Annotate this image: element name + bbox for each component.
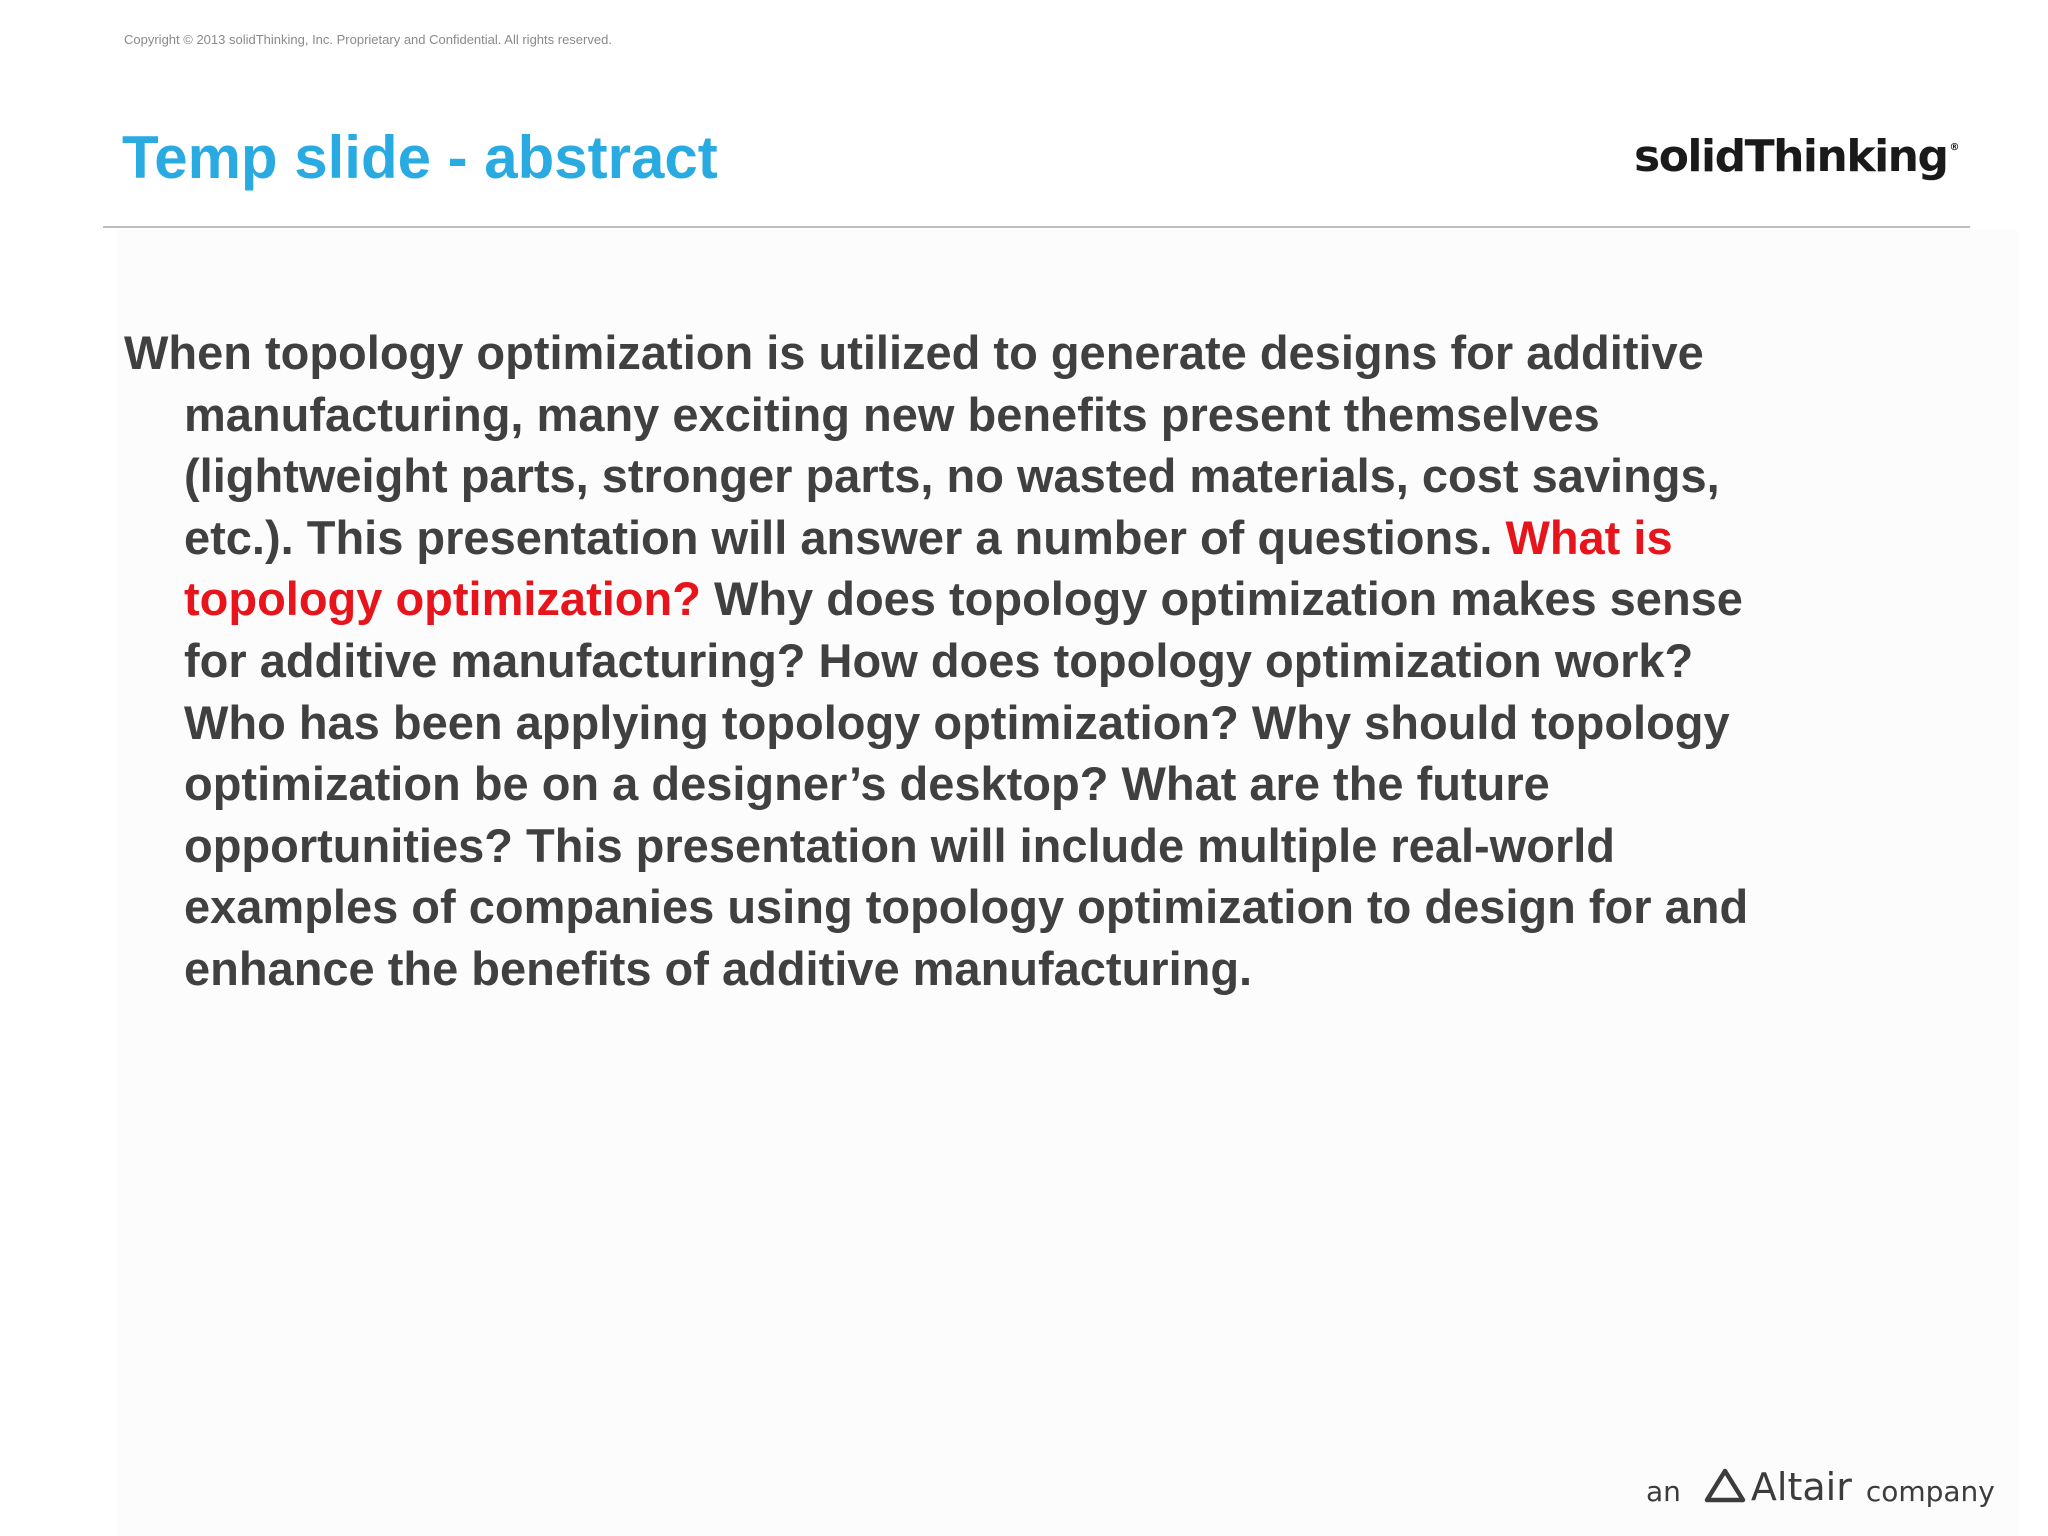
altair-triangle-icon (1703, 1468, 1747, 1504)
altair-footer-logo (1646, 1465, 1995, 1509)
footer-brand: Altair (1750, 1465, 1852, 1509)
footer-prefix: an (1646, 1475, 1681, 1508)
title-divider (103, 226, 1970, 228)
abstract-line: examples of companies using topology optimization to design for and (184, 880, 1749, 934)
abstract-text-segment: etc.). This presentation will answer a number of questions. (184, 510, 1506, 564)
abstract-line: optimization be on a designer’s desktop? What are the future (184, 757, 1550, 811)
highlighted-question: topology optimization? (184, 572, 701, 626)
abstract-text (124, 322, 1944, 1000)
registered-mark: ® (1949, 142, 1960, 153)
solidthinking-logo (1634, 131, 1960, 182)
highlighted-question: What is (1505, 510, 1673, 564)
abstract-line: manufacturing, many exciting new benefits present themselves (184, 387, 1600, 441)
abstract-line (124, 568, 1944, 630)
abstract-text-segment: Why does topology optimization makes sense (700, 572, 1743, 626)
abstract-line (124, 507, 1944, 569)
footer-suffix: company (1865, 1475, 1995, 1508)
slide-title: Temp slide - abstract (122, 124, 718, 191)
abstract-line: enhance the benefits of additive manufacturing. (184, 941, 1253, 995)
copyright-notice: Copyright © 2013 solidThinking, Inc. Proprietary and Confidential. All rights reserved. (124, 32, 612, 47)
abstract-line: for additive manufacturing? How does topology optimization work? (184, 633, 1694, 687)
abstract-line: Who has been applying topology optimization? Why should topology (184, 695, 1730, 749)
abstract-line: When topology optimization is utilized to generate designs for additive (124, 326, 1704, 379)
abstract-line: (lightweight parts, stronger parts, no wasted materials, cost savings, (184, 449, 1720, 503)
logo-text: solidThinking (1634, 131, 1948, 182)
abstract-line: opportunities? This presentation will include multiple real-world (184, 818, 1615, 872)
